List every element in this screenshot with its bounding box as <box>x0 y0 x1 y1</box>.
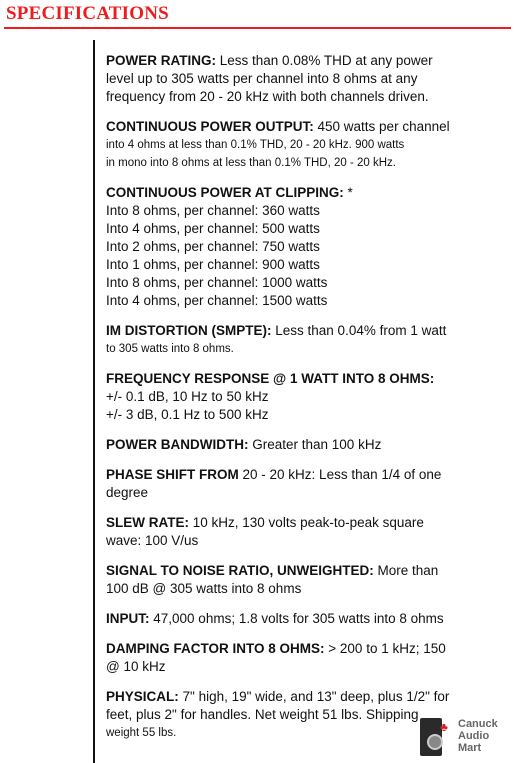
spec-frequency-response <box>106 370 490 424</box>
spec-line: More than <box>377 563 439 578</box>
watermark-text: Audio <box>458 730 490 742</box>
spec-line: in mono into 8 ohms at less than 0.1% THD, 20 - 20 kHz. <box>106 157 396 169</box>
spec-label: PHYSICAL: <box>106 689 179 704</box>
spec-slew-rate <box>106 514 490 550</box>
spec-signal-to-noise <box>106 562 490 598</box>
spec-continuous-power-output <box>106 118 490 172</box>
spec-line: level up to 305 watts per channel into 8 ohms at any <box>106 71 418 86</box>
spec-line: +/- 0.1 dB, 10 Hz to 50 kHz <box>106 389 269 404</box>
spec-line: Less than 0.04% from 1 watt <box>275 323 447 338</box>
spec-line: * <box>347 185 353 200</box>
spec-label: INPUT: <box>106 611 150 626</box>
spec-line: Greater than 100 kHz <box>252 437 382 452</box>
spec-label: PHASE SHIFT FROM <box>106 467 239 482</box>
spec-im-distortion <box>106 322 490 358</box>
spec-input <box>106 610 490 628</box>
spec-line: Into 4 ohms, per channel: 500 watts <box>106 221 320 236</box>
spec-line: weight 55 lbs. <box>106 727 177 739</box>
spec-power-rating <box>106 52 490 106</box>
spec-line: +/- 3 dB, 0.1 Hz to 500 kHz <box>106 407 269 422</box>
spec-label: DAMPING FACTOR INTO 8 OHMS: <box>106 641 325 656</box>
spec-line: Into 2 ohms, per channel: 750 watts <box>106 239 320 254</box>
spec-line: frequency from 20 - 20 kHz with both channels driven. <box>106 89 429 104</box>
spec-line: feet, plus 2" for handles. Net weight 51 lbs. Shipping <box>106 707 419 722</box>
spec-label: POWER BANDWIDTH: <box>106 437 249 452</box>
spec-line: Into 8 ohms, per channel: 1000 watts <box>106 275 328 290</box>
spec-label: CONTINUOUS POWER OUTPUT: <box>106 119 314 134</box>
spec-line: 47,000 ohms; 1.8 volts for 305 watts into 8 ohms <box>153 611 444 626</box>
spec-label: SLEW RATE: <box>106 515 189 530</box>
speaker-icon <box>420 718 442 756</box>
spec-phase-shift <box>106 466 490 502</box>
spec-list <box>106 52 490 754</box>
maple-leaf-icon: ♣ <box>440 720 448 734</box>
watermark-text: Mart <box>458 742 482 754</box>
spec-line: > 200 to 1 kHz; 150 <box>328 641 446 656</box>
spec-line: 20 - 20 kHz: Less than 1/4 of one <box>242 467 442 482</box>
spec-line: 7" high, 19" wide, and 13" deep, plus 1/2" for <box>182 689 450 704</box>
spec-line: 10 kHz, 130 volts peak-to-peak square <box>192 515 424 530</box>
spec-line: Into 1 ohms, per channel: 900 watts <box>106 257 320 272</box>
spec-line: @ 10 kHz <box>106 659 166 674</box>
spec-power-at-clipping <box>106 184 490 310</box>
spec-line: Less than 0.08% THD at any power <box>219 53 433 68</box>
spec-label: CONTINUOUS POWER AT CLIPPING: <box>106 185 344 200</box>
spec-line: Into 4 ohms, per channel: 1500 watts <box>106 293 328 308</box>
vertical-rule <box>93 40 95 763</box>
spec-line: wave: 100 V/us <box>106 533 199 548</box>
page-title: SPECIFICATIONS <box>6 3 169 24</box>
spec-line: 450 watts per channel <box>317 119 450 134</box>
spec-label: FREQUENCY RESPONSE @ 1 WATT INTO 8 OHMS: <box>106 371 435 386</box>
spec-line: Into 8 ohms, per channel: 360 watts <box>106 203 320 218</box>
watermark-logo <box>418 716 514 763</box>
spec-power-bandwidth <box>106 436 490 454</box>
spec-label: SIGNAL TO NOISE RATIO, UNWEIGHTED: <box>106 563 374 578</box>
watermark-text: Canuck <box>458 718 498 730</box>
spec-label: IM DISTORTION (SMPTE): <box>106 323 272 338</box>
spec-label: POWER RATING: <box>106 53 216 68</box>
spec-line: 100 dB @ 305 watts into 8 ohms <box>106 581 302 596</box>
title-underline <box>4 27 511 29</box>
spec-line: to 305 watts into 8 ohms. <box>106 343 234 355</box>
spec-line: into 4 ohms at less than 0.1% THD, 20 - 20 kHz. 900 watts <box>106 139 405 151</box>
spec-line: degree <box>106 485 149 500</box>
spec-damping-factor <box>106 640 490 676</box>
